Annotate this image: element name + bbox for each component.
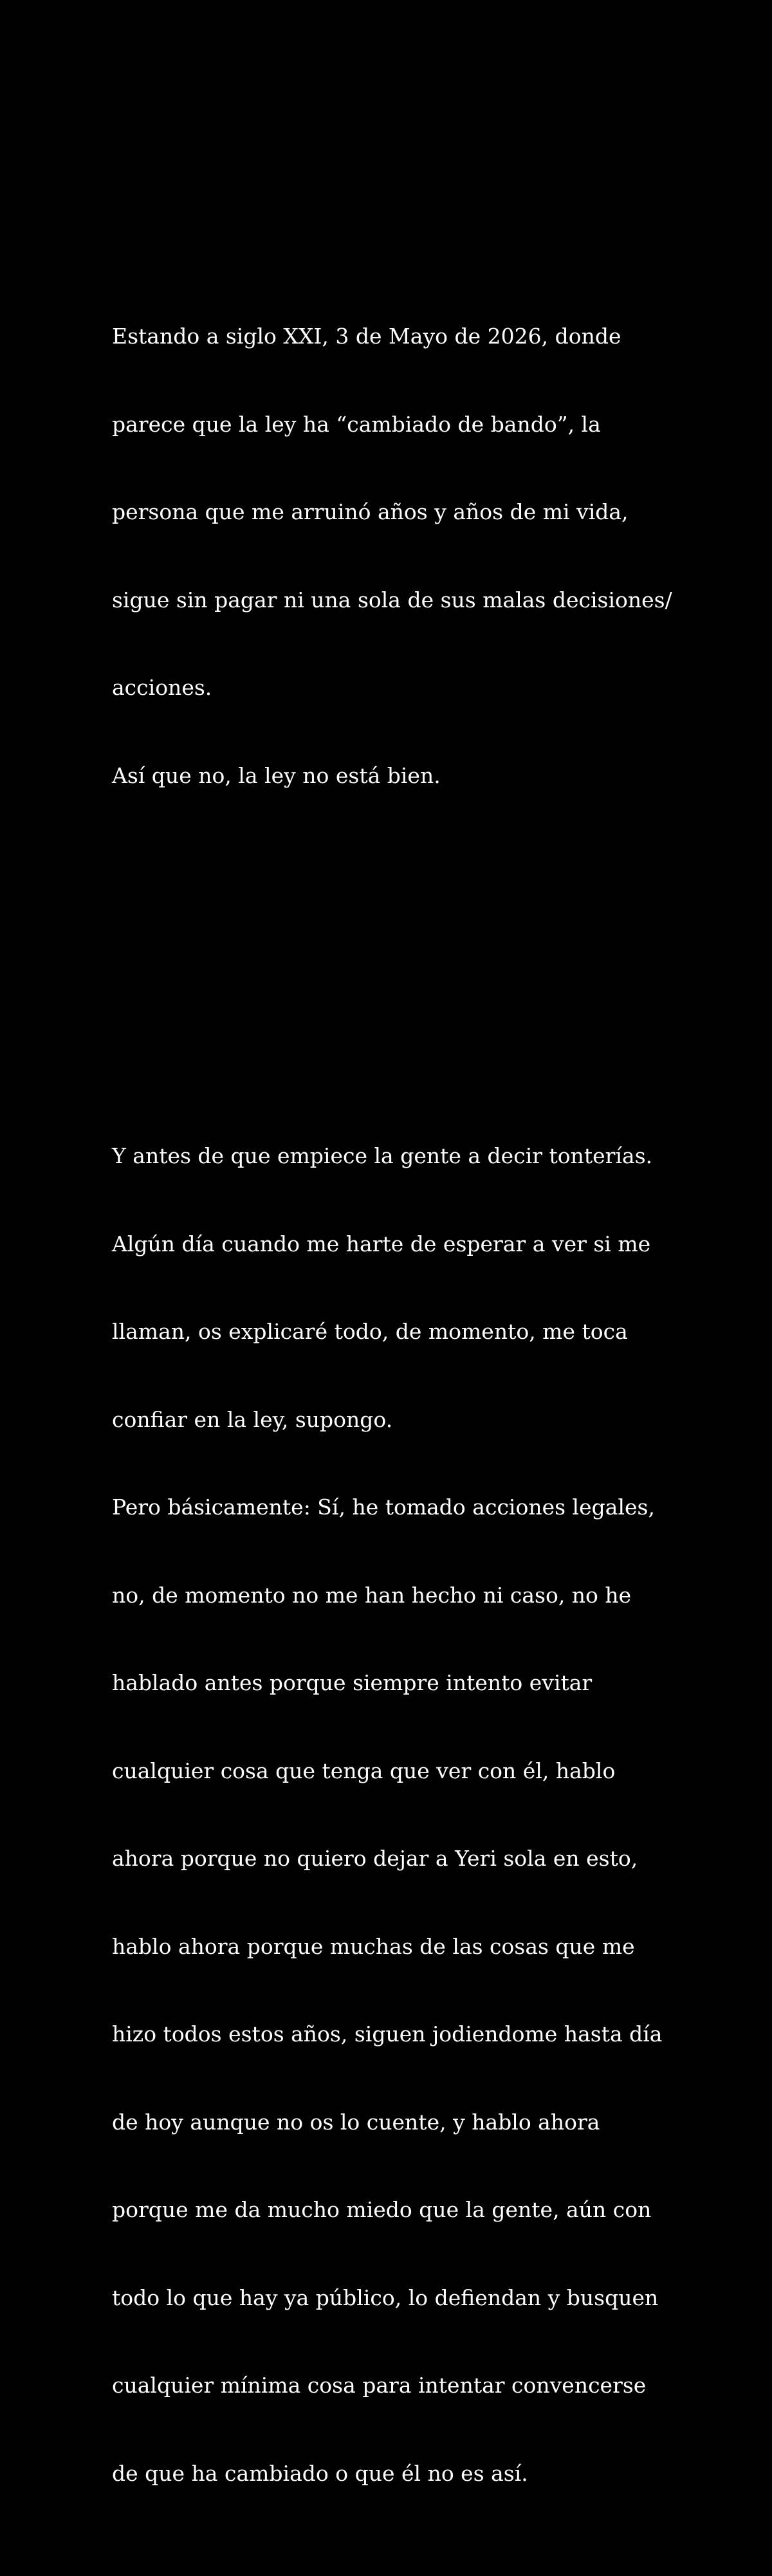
paragraph-line: Estando a siglo XXI, 3 de Mayo de 2026, donde (112, 324, 621, 349)
paragraph-line: todo lo que hay ya público, lo defiendan y busquen (112, 2285, 659, 2310)
paragraph-1 (112, 263, 678, 849)
paragraph-line: de que ha cambiado o que él no es así. (112, 2460, 528, 2486)
paragraph-line: Pero básicamente: Sí, he tomado acciones legales, (112, 1495, 655, 1520)
story-text-block (112, 205, 678, 2576)
paragraph-2 (112, 1083, 678, 2546)
paragraph-line: parece que la ley ha “cambiado de bando”, la (112, 411, 601, 437)
paragraph-line: porque me da mucho miedo que la gente, aún con (112, 2197, 652, 2222)
paragraph-line: sigue sin pagar ni una sola de sus malas decisiones/ (112, 587, 672, 612)
paragraph-spacer (112, 937, 678, 995)
paragraph-line: Y antes de que empiece la gente a decir tonterías. (112, 1143, 653, 1168)
paragraph-line: Así que no, la ley no está bien. (112, 762, 441, 788)
paragraph-line: confiar en la ley, supongo. (112, 1406, 393, 1432)
paragraph-line: persona que me arruinó años y años de mi vida, (112, 499, 629, 524)
paragraph-line: no, de momento no me han hecho ni caso, no he (112, 1582, 632, 1608)
paragraph-line: de hoy aunque no os lo cuente, y hablo ahora (112, 2109, 600, 2135)
paragraph-line: Algún día cuando me harte de esperar a ver si me (112, 1231, 651, 1256)
paragraph-line: acciones. (112, 675, 212, 700)
paragraph-line: hablo ahora porque muchas de las cosas que me (112, 1933, 635, 1959)
paragraph-line: cualquier cosa que tenga que ver con él, hablo (112, 1758, 616, 1783)
paragraph-line: hablado antes porque siempre intento evitar (112, 1670, 593, 1695)
paragraph-line: hizo todos estos años, siguen jodiendome hasta día (112, 2021, 663, 2047)
paragraph-line: cualquier mínima cosa para intentar convencerse (112, 2373, 647, 2398)
paragraph-line: ahora porque no quiero dejar a Yeri sola en esto, (112, 1846, 638, 1871)
paragraph-line: llaman, os explicaré todo, de momento, me toca (112, 1319, 628, 1344)
